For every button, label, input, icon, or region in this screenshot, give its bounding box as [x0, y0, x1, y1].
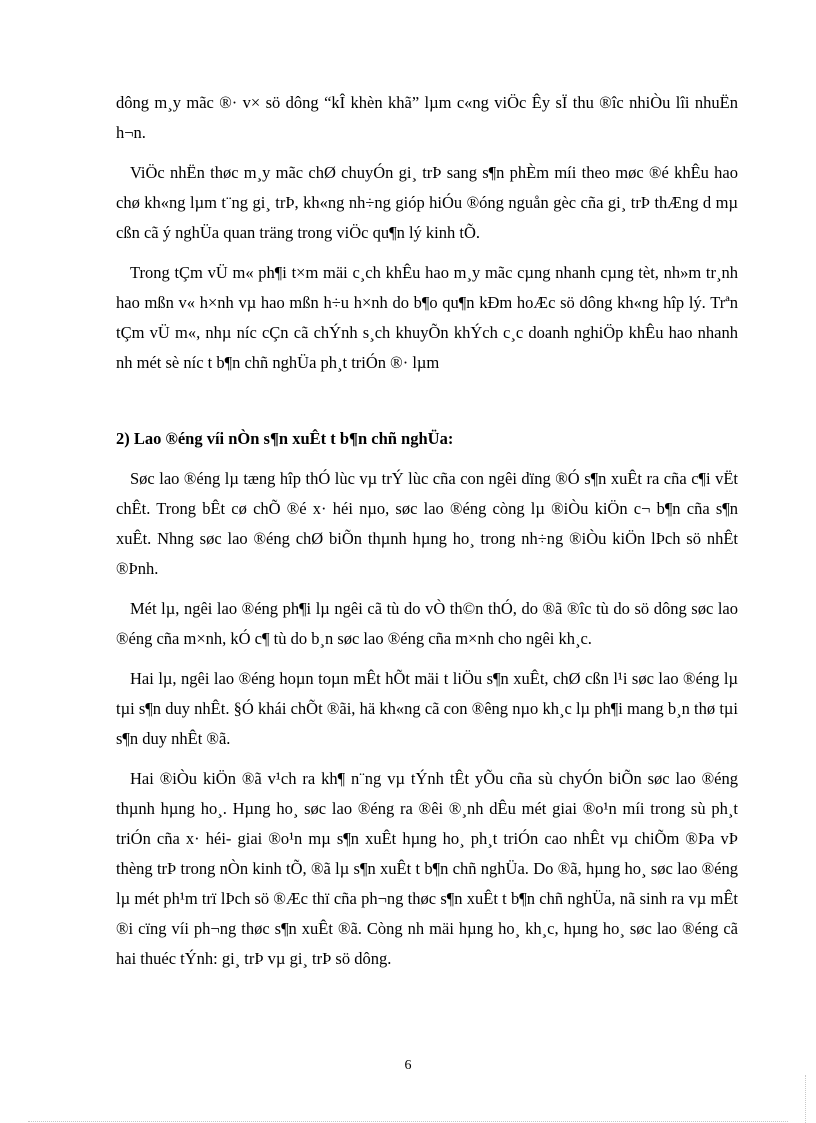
paragraph-6: Hai lµ, ngêi lao ®éng hoµn toµn mÊt hÕt mäi t liÖu s¶n xuÊt, chØ cßn l¹i søc lao ®éng lµ tµi s¶n duy nhÊt. §Ó khái chÕt ®ãi, hä kh«ng cã con ®êng nµo kh¸c lµ ph¶i mang b¸n thø tµi s¶n duy nhÊt ®ã. — [116, 669, 738, 748]
paragraph-1: dông m¸y mãc ®· v× sö dông “kÎ khèn khã” lµm c«ng viÖc Êy sÏ thu ®îc nhiÒu lîi nhuËn h¬n. — [116, 93, 738, 142]
paragraph-3: Trong tÇm vÜ m« ph¶i t×m mäi c¸ch khÊu hao m¸y mãc cµng nhanh cµng tèt, nh»m tr¸nh hao mßn v« h×nh vµ hao mßn h÷u h×nh do b¶o qu¶n kÐm hoÆc sö dông kh«ng hîp lý. Trªn tÇm vÜ m«, nhµ níc cÇn cã chÝnh s¸ch khuyÕn khÝch c¸c doanh nghiÖp khÊu hao nhanh nh mét sè níc t b¶n chñ nghÜa ph¸t triÓn ®· lµm — [116, 263, 738, 372]
document-page — [116, 88, 738, 984]
paragraph-4: Søc lao ®éng lµ tæng hîp thÓ lùc vµ trÝ lùc cña con ngêi dïng ®Ó s¶n xuÊt ra cña c¶i vËt chÊt. Trong bÊt cø chÕ ®é x· héi nµo, søc lao ®éng còng lµ ®iÒu kiÖn c¬ b¶n cña s¶n xuÊt. Nhng søc lao ®éng chØ biÕn thµnh hµng ho¸ trong nh÷ng ®iÒu kiÖn lÞch sö nhÊt ®Þnh. — [116, 469, 738, 578]
paragraph-7: Hai ®iÒu kiÖn ®ã v¹ch ra kh¶ n¨ng vµ tÝnh tÊt yÕu cña sù chyÓn biÕn søc lao ®éng thµnh hµng ho¸. Hµng ho¸ søc lao ®éng ra ®êi ®¸nh dÊu mét giai ®o¹n míi trong sù ph¸t triÓn cña x· héi- giai ®o¹n mµ s¶n xuÊt hµng ho¸ ph¸t triÓn cao nhÊt vµ chiÕm ®Þa vÞ thèng trÞ trong nÒn kinh tÕ, ®ã lµ s¶n xuÊt t b¶n chñ nghÜa. Do ®ã, hµng ho¸ søc lao ®éng lµ mét ph¹m trï lÞch sö ®Æc thï cña ph¬ng thøc s¶n xuÊt t b¶n chñ nghÜa, nã sinh ra vµ mÊt ®i cïng víi ph¬ng thøc s¶n xuÊt ®ã. Còng nh mäi hµng ho¸ kh¸c, hµng ho¸ søc lao ®éng cã hai thuéc tÝnh: gi¸ trÞ vµ gi¸ trÞ sö dông. — [116, 769, 738, 968]
section-heading: 2) Lao ®éng víi nÒn s¶n xuÊt t b¶n chñ nghÜa: — [116, 429, 454, 448]
page-number: 6 — [404, 1058, 412, 1073]
page-bottom-divider — [28, 1121, 788, 1122]
paragraph-2: ViÖc nhËn thøc m¸y mãc chØ chuyÓn gi¸ trÞ sang s¶n phÈm míi theo møc ®é khÊu hao chø kh«ng lµm t¨ng gi¸ trÞ, kh«ng nh÷ng gióp hiÓu ®óng nguån gèc cña gi¸ trÞ thÆng d mµ cßn cã ý nghÜa quan träng trong viÖc qu¶n lý kinh tÕ. — [116, 163, 738, 242]
page-right-divider — [805, 1075, 806, 1123]
paragraph-5: Mét lµ, ngêi lao ®éng ph¶i lµ ngêi cã tù do vÒ th©n thÓ, do ®ã ®îc tù do sö dông søc lao ®éng cña m×nh, kÓ c¶ tù do b¸n søc lao ®éng cña m×nh cho ngêi kh¸c. — [116, 599, 738, 648]
